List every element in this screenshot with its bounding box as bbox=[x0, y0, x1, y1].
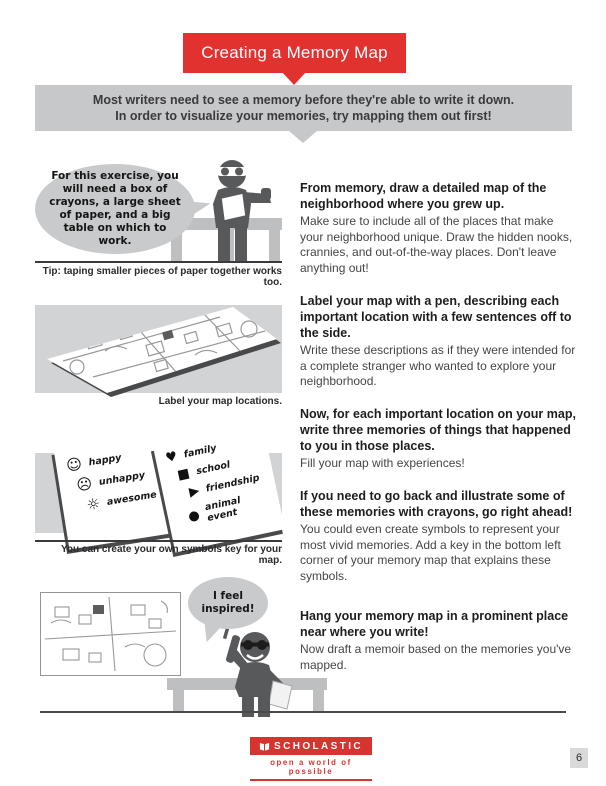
title-banner-pointer bbox=[282, 72, 306, 85]
speech-bubble bbox=[35, 164, 195, 254]
instruction-body: Fill your map with experiences! bbox=[300, 456, 465, 470]
hung-map-sketch bbox=[41, 593, 180, 675]
speech-bubble-text: I feel inspired! bbox=[201, 590, 255, 615]
symbol-label: family bbox=[182, 442, 218, 461]
circle-icon: ● bbox=[186, 507, 202, 525]
speech-bubble bbox=[188, 577, 268, 629]
heart-icon: ♥ bbox=[164, 449, 179, 467]
symbol-label: happy bbox=[87, 452, 123, 469]
instruction-body: Make sure to include all of the places that make your neighborhood unique. Draw the hidden nooks, crannies, and out-of-the-way places. Don't leave anything out! bbox=[300, 214, 573, 275]
figure-map-sketch bbox=[35, 303, 282, 411]
figure-divider-line bbox=[35, 540, 282, 542]
instruction-block-1 bbox=[300, 180, 580, 276]
bottom-divider-line bbox=[40, 711, 566, 713]
instruction-body: Write these descriptions as if they were intended for a complete stranger who wanted to explore your neighborhood. bbox=[300, 343, 576, 388]
instruction-block-5 bbox=[300, 608, 580, 673]
symbols-paper-right bbox=[153, 424, 285, 553]
instruction-heading: Now, for each important location on your map, write three memories of things that happened to you in those places. bbox=[300, 407, 576, 453]
instruction-block-3 bbox=[300, 406, 580, 472]
figure-divider-line bbox=[35, 261, 282, 263]
figure-caption: You can create your own symbols key for your map. bbox=[61, 544, 282, 566]
sun-face-icon: ☼ bbox=[85, 494, 102, 515]
symbol-row bbox=[86, 487, 161, 513]
happy-face-icon: ☺ bbox=[64, 454, 84, 475]
table-leg bbox=[173, 690, 184, 713]
intro-banner-pointer bbox=[289, 131, 317, 143]
intro-line-1: Most writers need to see a memory before they're able to write it down. bbox=[92, 93, 515, 107]
figure-symbols-key bbox=[35, 440, 282, 566]
figure-caption: Label your map locations. bbox=[158, 396, 282, 407]
instruction-heading: From memory, draw a detailed map of the neighborhood where you grew up. bbox=[300, 181, 547, 211]
symbol-label: friendship bbox=[204, 472, 261, 495]
figure-caption: Tip: taping smaller pieces of paper together works too. bbox=[42, 266, 282, 288]
page-number: 6 bbox=[570, 748, 588, 768]
scholastic-logo-box bbox=[250, 737, 372, 755]
brand-tagline: open a world of possible bbox=[270, 758, 352, 776]
brand-underline bbox=[250, 779, 372, 781]
intro-banner bbox=[35, 85, 572, 131]
open-book-icon bbox=[259, 741, 270, 752]
symbol-label: school bbox=[195, 459, 232, 478]
symbol-label: awesome bbox=[106, 489, 158, 508]
instruction-block-2 bbox=[300, 293, 580, 390]
instruction-heading: Hang your memory map in a prominent place near where you write! bbox=[300, 609, 569, 639]
page-title: Creating a Memory Map bbox=[183, 33, 406, 73]
instruction-heading: If you need to go back and illustrate some of these memories with crayons, go right ahead! bbox=[300, 489, 573, 519]
symbol-label: animal event bbox=[204, 494, 242, 524]
memory-map-sketch bbox=[35, 293, 282, 403]
speech-bubble-tail bbox=[202, 622, 224, 644]
speech-bubble-text: For this exercise, you will need a box of crayons, a large sheet of paper, and a big table on which to work. bbox=[49, 170, 181, 247]
table-leg bbox=[313, 690, 324, 713]
hung-map-illustration bbox=[40, 592, 181, 676]
brand-name: SCHOLASTIC bbox=[274, 740, 363, 752]
scholastic-logo bbox=[250, 737, 372, 781]
intro-line-2: In order to visualize your memories, try mapping them out first! bbox=[115, 109, 492, 123]
symbol-label: unhappy bbox=[98, 469, 146, 489]
instruction-heading: Label your map with a pen, describing each important location with a few sentences off to the side. bbox=[300, 294, 572, 340]
triangle-icon: ▶ bbox=[187, 483, 201, 501]
sad-face-icon: ☹ bbox=[75, 474, 94, 495]
instruction-body: Now draft a memoir based on the memories you've mapped. bbox=[300, 642, 572, 672]
square-icon: ■ bbox=[176, 465, 192, 484]
instruction-block-4 bbox=[300, 488, 580, 584]
figure-materials bbox=[35, 158, 282, 288]
instruction-body: You could even create symbols to represent your most vivid memories. Add a key in the bottom left corner of your memory map that explains these symbols. bbox=[300, 522, 561, 583]
